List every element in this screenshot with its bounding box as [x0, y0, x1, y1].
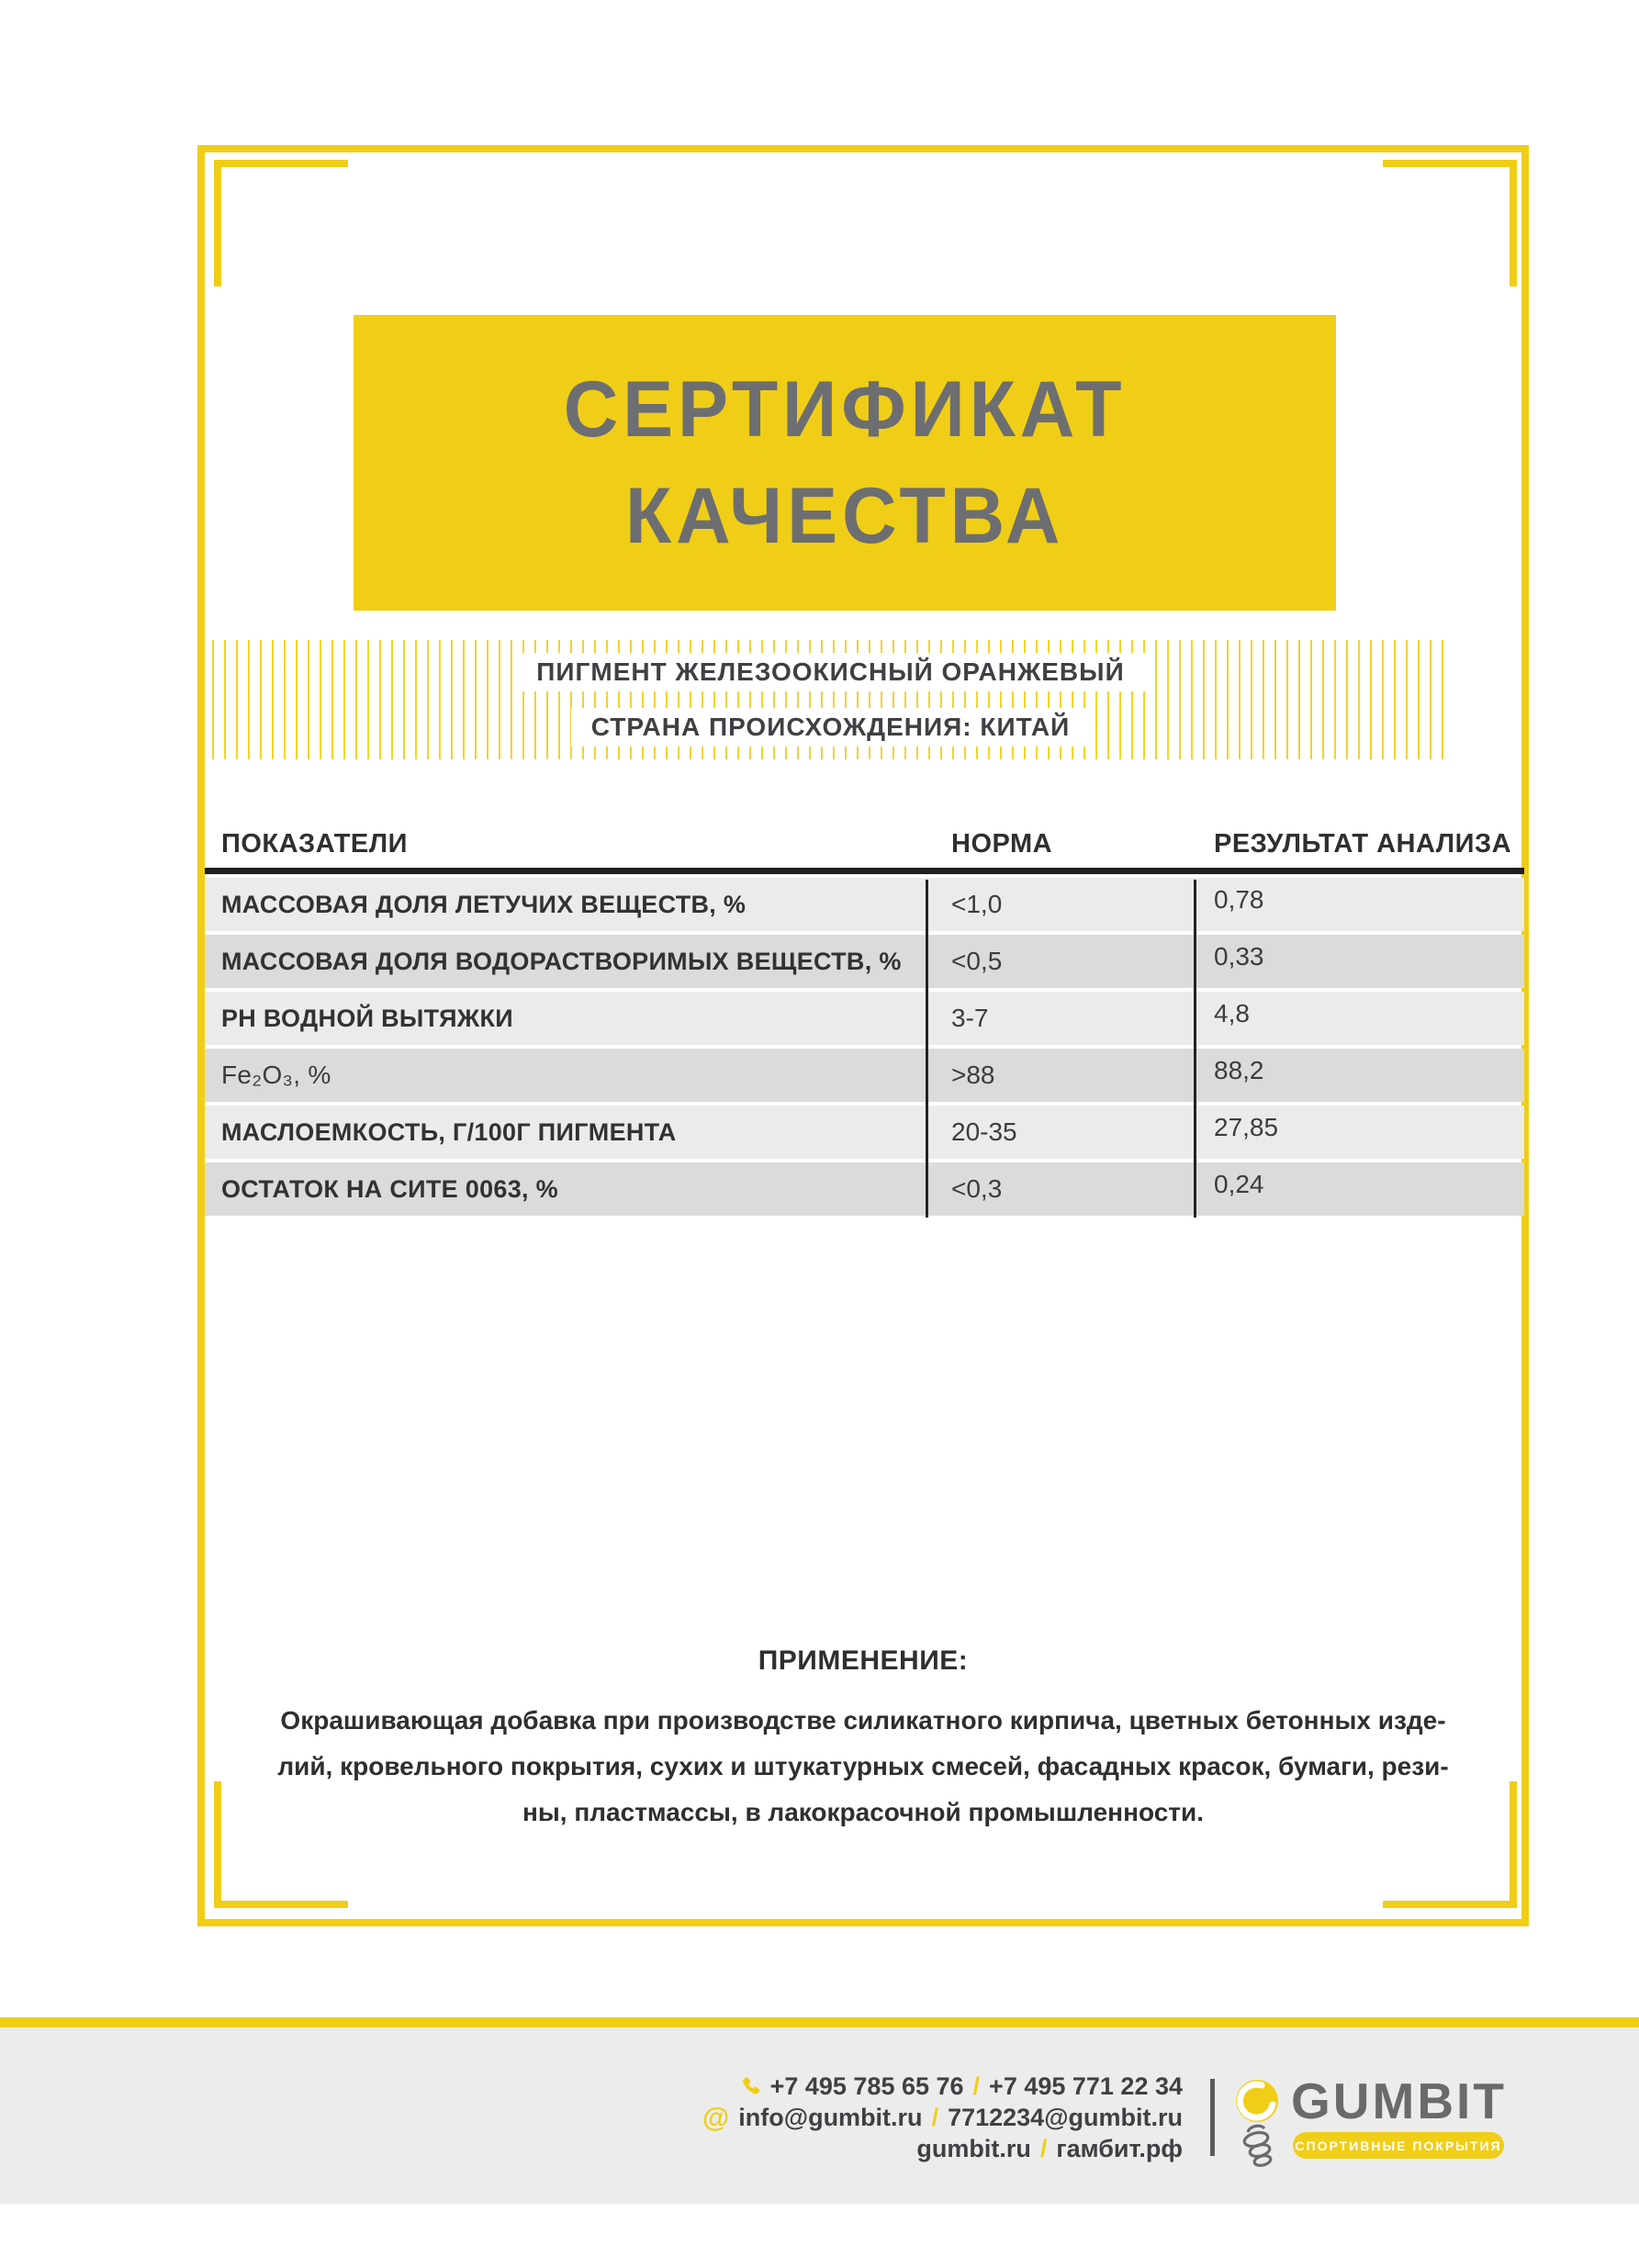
product-name: ПИГМЕНТ ЖЕЛЕЗООКИСНЫЙ ОРАНЖЕВЫЙ: [516, 653, 1144, 691]
header-result: РЕЗУЛЬТАТ АНАЛИЗА: [1214, 829, 1512, 859]
cell-result: 4,8: [1214, 999, 1250, 1027]
footer-accent-bar: [0, 2017, 1639, 2027]
cell-indicator: РН ВОДНОЙ ВЫТЯЖКИ: [221, 1004, 513, 1032]
page-title-line-1: СЕРТИФИКАТ: [563, 365, 1127, 454]
footer-divider: [1210, 2079, 1215, 2156]
email-2: 7712234@gumbit.ru: [948, 2104, 1183, 2131]
gumbit-ball-icon: [1235, 2079, 1279, 2123]
slash-separator: /: [1039, 2135, 1048, 2162]
phone-icon: [737, 2075, 761, 2099]
table-row: [205, 878, 1524, 931]
cell-result: 0,78: [1214, 885, 1264, 914]
email-1: info@gumbit.ru: [738, 2104, 923, 2131]
table-row: [205, 1106, 1524, 1159]
page-title-line-2: КАЧЕСТВА: [624, 472, 1065, 560]
email-line: [702, 2103, 1183, 2133]
application-paragraph: [211, 1698, 1515, 1836]
application-heading: ПРИМЕНЕНИЕ:: [758, 1645, 969, 1676]
cell-indicator: ОСТАТОК НА СИТЕ 0063, %: [221, 1174, 558, 1203]
cell-norm: <0,5: [951, 947, 1003, 975]
cell-result: 0,24: [1214, 1170, 1264, 1198]
website-1: gumbit.ru: [916, 2135, 1031, 2162]
phone-number-2: +7 495 771 22 34: [989, 2072, 1183, 2100]
cell-indicator: МАССОВАЯ ДОЛЯ ВОДОРАСТВОРИМЫХ ВЕЩЕСТВ, %: [221, 947, 902, 975]
application-line: Окрашивающая добавка при производстве силикатного кирпича, цветных бетонных изде-: [280, 1706, 1446, 1735]
header-indicators: ПОКАЗАТЕЛИ: [221, 829, 408, 859]
title-box: [354, 315, 1336, 611]
cell-norm: <1,0: [951, 890, 1003, 918]
cell-indicator: МАСЛОЕМКОСТЬ, Г/100Г ПИГМЕНТА: [221, 1117, 677, 1146]
slash-separator: /: [972, 2072, 981, 2100]
table-column-divider-2: [1194, 880, 1196, 1218]
slash-separator: /: [931, 2104, 939, 2131]
phone-number-1: +7 495 785 65 76: [769, 2072, 964, 2100]
cell-result: 88,2: [1214, 1056, 1264, 1084]
footer-contacts: [702, 2072, 1183, 2164]
spring-icon: [1240, 2123, 1280, 2169]
corner-bracket-top-left: [214, 160, 348, 286]
phone-line: [737, 2072, 1183, 2102]
table-row: [205, 1049, 1524, 1102]
country-of-origin: СТРАНА ПРОИСХОЖДЕНИЯ: КИТАЙ: [571, 708, 1091, 747]
cell-norm: >88: [951, 1061, 995, 1089]
cell-indicator: МАССОВАЯ ДОЛЯ ЛЕТУЧИХ ВЕЩЕСТВ, %: [221, 890, 747, 918]
at-icon: @: [702, 2102, 730, 2133]
header-norm: НОРМА: [951, 829, 1053, 859]
table-row: [205, 992, 1524, 1045]
cell-indicator: Fe₂O₃, %: [221, 1061, 331, 1089]
website-2: гамбит.рф: [1056, 2135, 1183, 2162]
table-column-divider-1: [926, 880, 928, 1218]
table-body: [205, 878, 1524, 1216]
subtitle-band: [212, 640, 1449, 759]
table-row: [205, 935, 1524, 988]
gumbit-logo-text: GUMBIT: [1291, 2072, 1507, 2129]
cell-result: 27,85: [1214, 1113, 1279, 1141]
application-line: лий, кровельного покрытия, сухих и штукатурных смесей, фасадных красок, бумаги, рези-: [277, 1752, 1449, 1780]
results-table: [205, 829, 1524, 1216]
cell-norm: 3-7: [951, 1004, 989, 1032]
gumbit-logo-tagline: СПОРТИВНЫЕ ПОКРЫТИЯ: [1293, 2132, 1504, 2159]
cell-norm: 20-35: [951, 1117, 1017, 1146]
website-line: [916, 2134, 1183, 2164]
application-line: ны, пластмассы, в лакокрасочной промышленности.: [522, 1798, 1205, 1826]
table-row: [205, 1162, 1524, 1216]
cell-norm: <0,3: [951, 1174, 1003, 1203]
cell-result: 0,33: [1214, 942, 1264, 971]
table-header: [205, 829, 1524, 874]
corner-bracket-top-right: [1383, 160, 1517, 286]
